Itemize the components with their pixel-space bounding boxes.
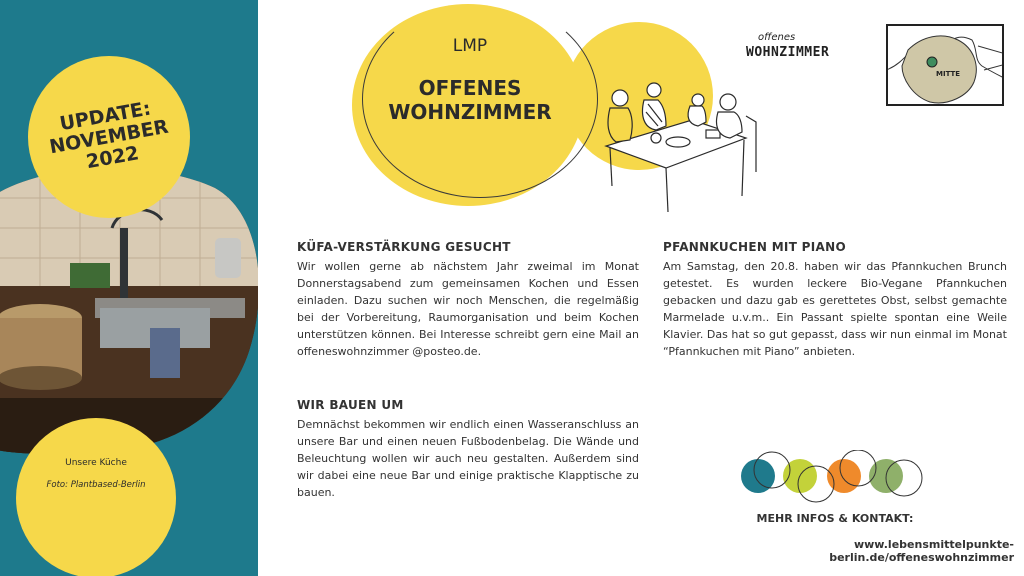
logo-big-text: WOHNZIMMER bbox=[746, 45, 830, 60]
table-scene-illustration bbox=[596, 76, 758, 214]
section-bauen-body: Demnächst bekommen wir endlich einen Wasseranschluss an unsere Bar und einen neuen Fußbodenbelag. Die Wände und Beleuchtung wollen wir auch neu gestalten. Außerdem sind wir dabei eine neue Bar und einige praktische Klapptische zu bauen. bbox=[297, 418, 639, 499]
decorative-circles bbox=[738, 450, 930, 506]
section-pfannkuchen-heading: PFANNKUCHEN MIT PIANO bbox=[663, 240, 846, 254]
section-pfannkuchen-body: Am Samstag, den 20.8. haben wir das Pfannkuchen Brunch getestet. Es wurden leckere Bio-Vegane Pfannkuchen gebacken und dazu gab es gerettetes Obst, selbst gemachte Marmelade u.v.m.. Ein Passant spielte spontan eine Weile Klavier. Das hat so gut gepasst, dass wir nun einmal im Monat “Pfannkuchen mit Piano” anbieten. bbox=[663, 260, 1007, 358]
update-text: UPDATE: NOVEMBER 2022 bbox=[47, 97, 171, 173]
logo-small-text: offenes bbox=[758, 32, 796, 43]
district-map bbox=[886, 24, 1004, 106]
offenes-wohnzimmer-logo bbox=[746, 32, 880, 72]
section-kuefa bbox=[297, 240, 639, 360]
contact-heading: MEHR INFOS & KONTAKT: bbox=[756, 512, 914, 525]
section-bauen bbox=[297, 398, 639, 501]
section-pfannkuchen bbox=[663, 240, 1007, 360]
hero-subtitle: LMP bbox=[452, 36, 488, 56]
website-link[interactable]: www.lebensmittelpunkte-berlin.de/offeneswohnzimmer bbox=[829, 538, 1014, 564]
update-badge bbox=[28, 56, 190, 218]
photo-caption-title: Unsere Küche bbox=[65, 458, 127, 468]
section-bauen-heading: WIR BAUEN UM bbox=[297, 398, 404, 412]
section-kuefa-body: Wir wollen gerne ab nächstem Jahr zweimal im Monat Donnerstagsabend zum gemeinsamen Kochen und Essen einladen. Dazu suchen wir noch Menschen, die regelmäßig bei der Vorbereitung, Raumorganisation und beim Kochen unterstützen können. Bei Interesse schreibt gern eine Mail an offeneswohnzimmer @posteo.de. bbox=[297, 260, 639, 358]
page-title: OFFENES WOHNZIMMER bbox=[388, 76, 552, 124]
left-panel bbox=[0, 0, 258, 576]
map-outline-graphic bbox=[888, 26, 1004, 106]
map-district-label: MITTE bbox=[936, 70, 961, 78]
section-kuefa-heading: KÜFA-VERSTÄRKUNG GESUCHT bbox=[297, 240, 511, 254]
photo-caption-credit: Foto: Plantbased-Berlin bbox=[46, 480, 146, 490]
photo-caption-badge bbox=[16, 418, 176, 576]
